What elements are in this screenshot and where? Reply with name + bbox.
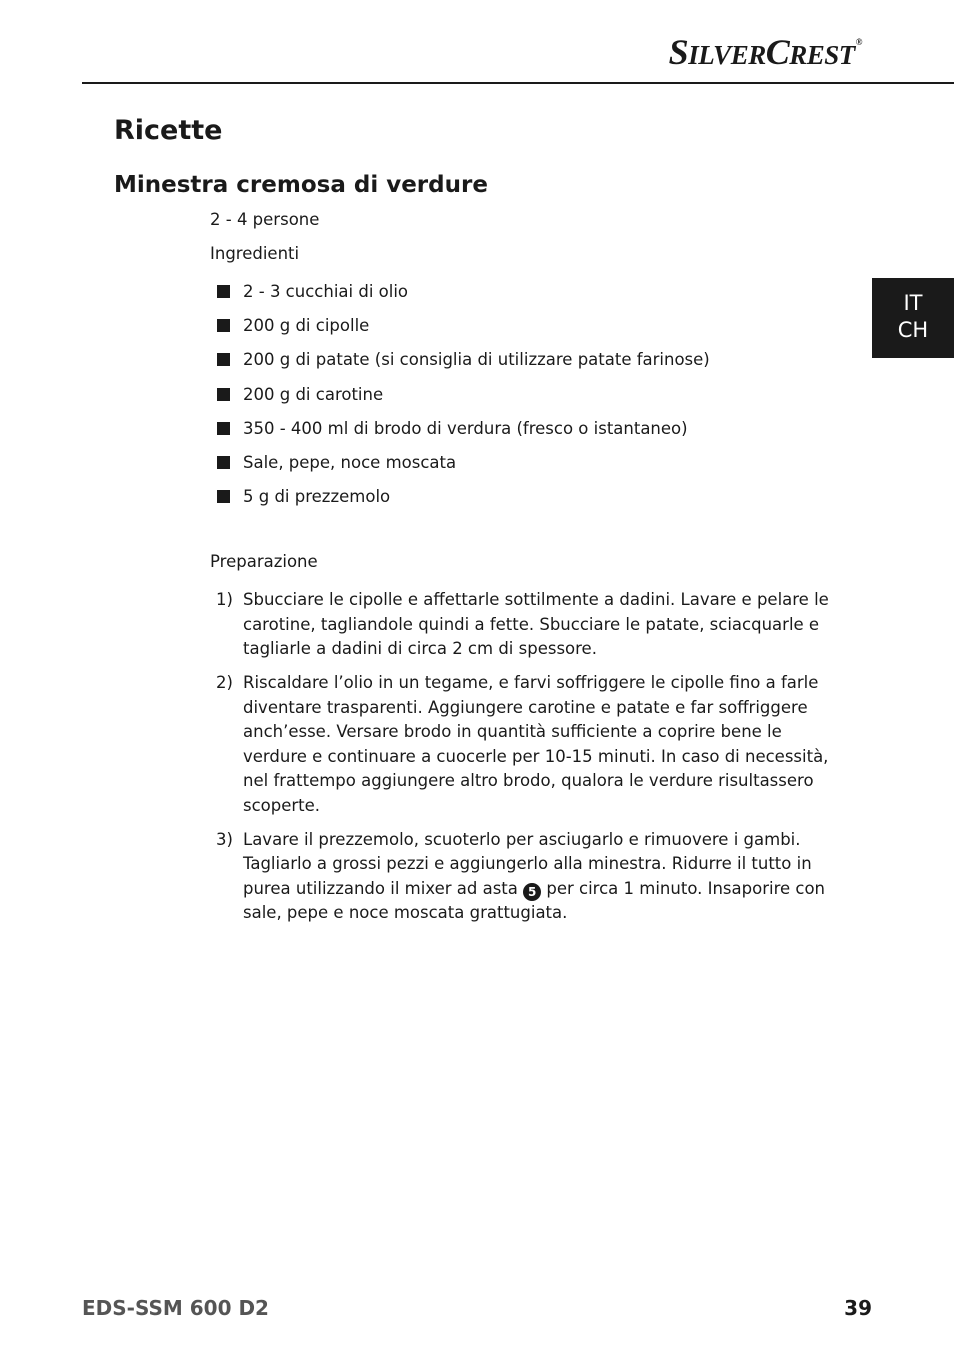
list-item: 5 g di prezzemolo: [217, 485, 710, 519]
list-item: Sale, pepe, noce moscata: [217, 451, 710, 485]
step-number: 3): [216, 829, 233, 849]
list-item: 2 - 3 cucchiai di olio: [217, 280, 710, 314]
bullet-square-icon: [217, 422, 230, 435]
list-item: 200 g di cipolle: [217, 314, 710, 348]
bullet-square-icon: [217, 319, 230, 332]
step-number: 1): [216, 590, 233, 609]
step-number: 2): [216, 673, 233, 692]
brand-logo: SILVERCREST®: [668, 32, 862, 72]
part-reference-icon: 5: [523, 883, 541, 901]
ingredients-heading: Ingredienti: [210, 244, 300, 263]
bullet-square-icon: [217, 456, 230, 469]
bullet-square-icon: [217, 388, 230, 401]
preparation-steps: [216, 588, 842, 935]
bullet-square-icon: [217, 353, 230, 366]
list-item: 200 g di patate (si consiglia di utilizzare patate farinose): [217, 348, 710, 382]
page-number: 39: [844, 1296, 872, 1320]
servings: 2 - 4 persone: [210, 210, 320, 229]
preparation-heading: Preparazione: [210, 552, 318, 571]
step-text: Sbucciare le cipolle e affettarle sottilmente a dadini. Lavare e pelare le carotine, tagliandole quindi a fette. Sbucciare le patate, sciacquarle e tagliarle a dadini di circa 2 cm di spessore.: [243, 590, 829, 658]
step-item: [216, 588, 842, 662]
ingredients-list: [217, 280, 710, 519]
step-text: Riscaldare l’olio in un tegame, e farvi soffriggere le cipolle fino a farle diventare trasparenti. Aggiungere carotine e patate e far soffriggere anch’esse. Versare brodo in quantità sufficiente a coprire bene le verdure e continuare a cuocerle per 10-15 minuti. In caso di necessità, nel frattempo aggiungere altro brodo, qualora le verdure risultassero scoperte.: [243, 673, 829, 815]
bullet-square-icon: [217, 490, 230, 503]
page-title: Ricette: [114, 115, 223, 146]
step-item: [216, 828, 842, 926]
list-item: 350 - 400 ml di brodo di verdura (fresco o istantaneo): [217, 417, 710, 451]
footer-model: EDS-SSM 600 D2: [82, 1296, 269, 1320]
step-item: [216, 671, 842, 818]
language-tab: IT CH: [872, 278, 954, 358]
bullet-square-icon: [217, 285, 230, 298]
recipe-title: Minestra cremosa di verdure: [114, 172, 488, 198]
header-rule: [82, 82, 954, 84]
step-text: Lavare il prezzemolo, scuoterlo per asciugarlo e rimuovere i gambi. Tagliarlo a grossi pezzi e aggiungerlo alla minestra. Ridurre il tutto in purea utilizzando il mixer ad asta 5 per circa 1 minuto. Insaporire con sale, pepe e noce moscata grattugiata.: [243, 829, 826, 922]
list-item: 200 g di carotine: [217, 383, 710, 417]
